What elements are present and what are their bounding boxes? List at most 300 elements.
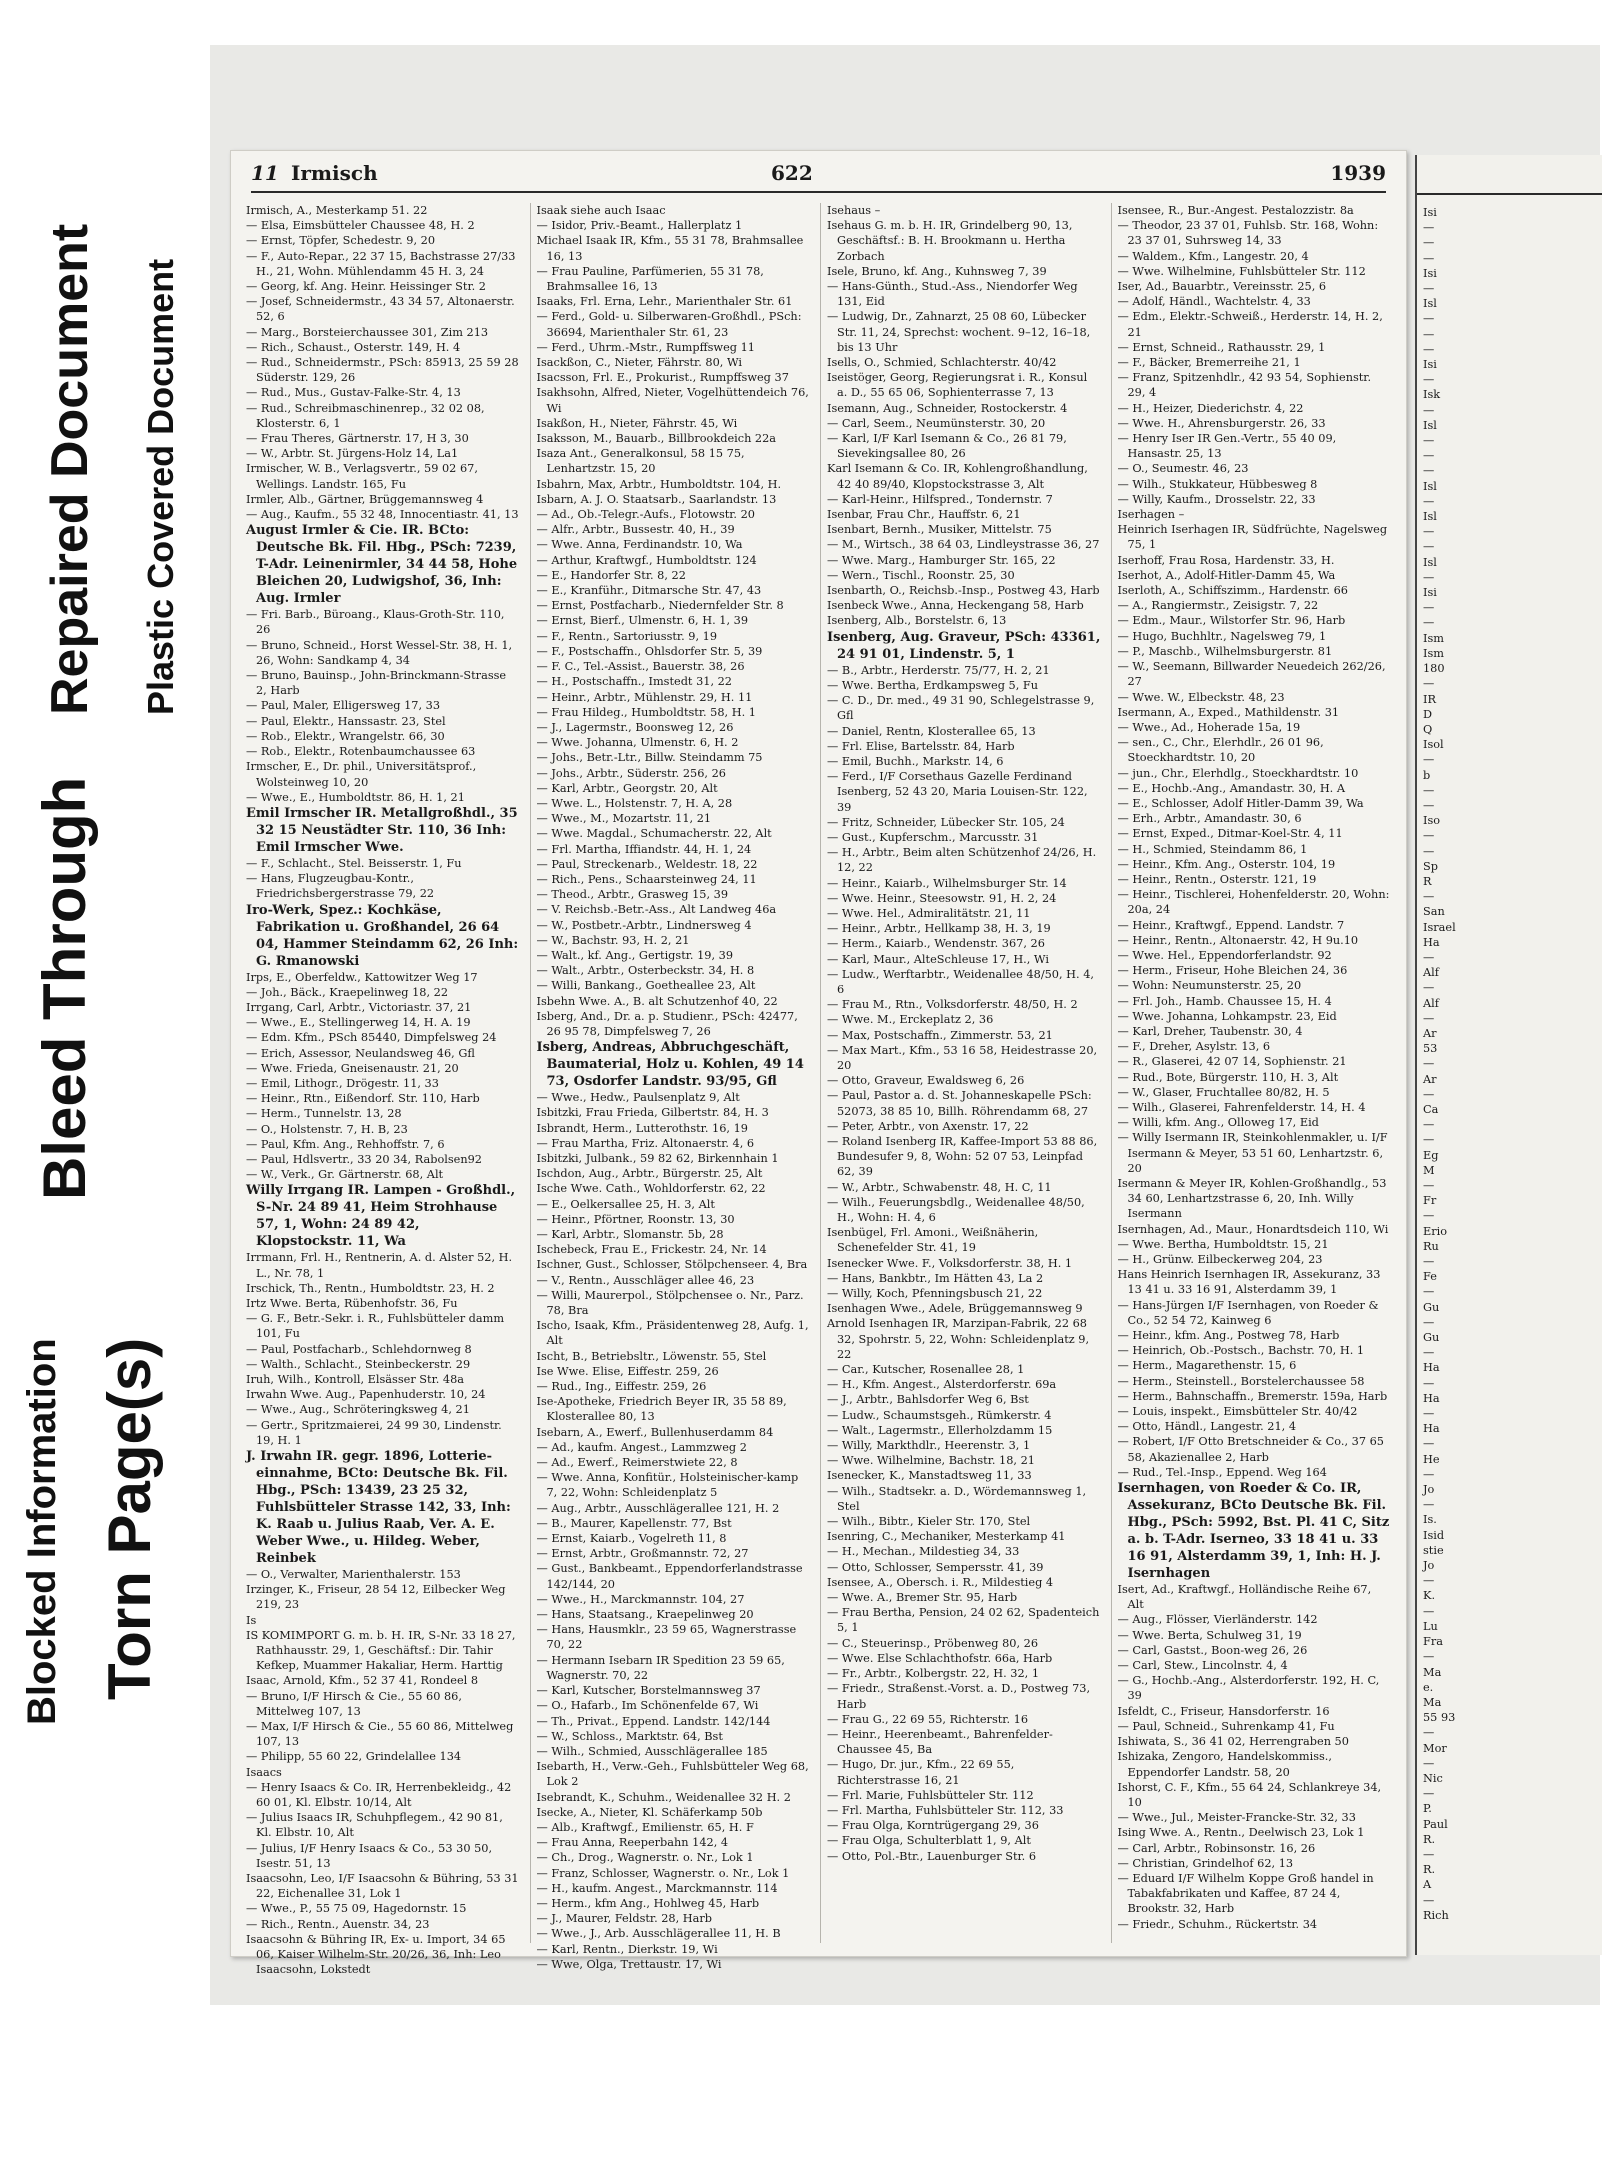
directory-entry: — Wwe., E., Humboldtstr. 86, H. 1, 21: [246, 790, 520, 805]
directory-entry: — Fri. Barb., Büroang., Klaus-Groth-Str. 110, 26: [246, 607, 520, 637]
directory-entry: — Paul, Hdlsvertr., 33 20 34, Rabolsen92: [246, 1152, 520, 1167]
adjacent-page-fragment: Isi: [1423, 206, 1437, 219]
directory-entry: — O., Hafarb., Im Schönenfelde 67, Wi: [537, 1698, 811, 1713]
directory-entry: — Erh., Arbtr., Amandastr. 30, 6: [1118, 811, 1392, 826]
directory-entry: — Fritz, Schneider, Lübecker Str. 105, 24: [827, 815, 1101, 830]
directory-entry: — Herm., Friseur, Hohe Bleichen 24, 36: [1118, 963, 1392, 978]
directory-entry: Isele, Bruno, kf. Ang., Kuhnsweg 7, 39: [827, 264, 1047, 278]
directory-entry: — Wohn: Neumunsterstr. 25, 20: [1118, 978, 1392, 993]
directory-entry: — G. F., Betr.-Sekr. i. R., Fuhlsbütteler damm 101, Fu: [246, 1311, 520, 1341]
directory-entry: Isensee, A., Obersch. i. R., Mildestieg 4: [827, 1575, 1054, 1589]
directory-columns: [246, 203, 1391, 1977]
directory-entry: — Karl-Heinr., Hilfspred., Tondernstr. 7: [827, 492, 1101, 507]
directory-entry: — Heinr., Rtn., Eißendorf. Str. 110, Harb: [246, 1091, 520, 1106]
directory-entry: — Frau Anna, Reeperbahn 142, 4: [537, 1835, 811, 1850]
directory-entry: — Paul, Postfacharb., Schlehdornweg 8: [246, 1342, 520, 1357]
adjacent-page-fragment: —: [1423, 221, 1435, 235]
directory-entry: — Otto, Schlosser, Sempersstr. 41, 39: [827, 1560, 1101, 1575]
directory-entry: — Wwe. Heinr., Steesowstr. 91, H. 2, 24: [827, 891, 1101, 906]
directory-entry: — Wwe. Johanna, Ulmenstr. 6, H. 2: [537, 735, 811, 750]
directory-entry: — Wwe. Hel., Admiralitätstr. 21, 11: [827, 906, 1101, 921]
directory-entry: Ischner, Gust., Schlosser, Stölpchenseer. 4, Bra: [536, 1258, 808, 1272]
directory-entry: — Henry Iser IR Gen.-Vertr., 55 40 09, Hansastr. 25, 13: [1118, 431, 1392, 461]
directory-entry: — Carl, Gastst., Boon-weg 26, 26: [1118, 1643, 1392, 1658]
directory-entry: — Wwe., P., 55 75 09, Hagedornstr. 15: [246, 1901, 520, 1916]
directory-entry: — O., Seumestr. 46, 23: [1118, 461, 1392, 476]
adjacent-page-fragment: R: [1423, 874, 1432, 888]
adjacent-page-fragment: —: [1423, 1057, 1435, 1071]
directory-entry: — B., Maurer, Kapellenstr. 77, Bst: [537, 1516, 811, 1531]
directory-entry: — Willi, kfm. Ang., Olloweg 17, Eid: [1118, 1115, 1392, 1130]
directory-entry: Isenbeck Wwe., Anna, Heckengang 58, Harb: [827, 599, 1084, 613]
directory-entry: — Wwe. Anna, Konfitür., Holsteinischer-kamp 7, 22, Wohn: Schleidenplatz 5: [537, 1470, 811, 1500]
directory-entry: — Frau Olga, Korntrügergang 29, 36: [827, 1818, 1101, 1833]
directory-entry: — C. D., Dr. med., 49 31 90, Schlegelstrasse 9, Gfl: [827, 693, 1101, 723]
directory-entry: — Arthur, Kraftwgf., Humboldtstr. 124: [537, 553, 811, 568]
directory-entry: — Waldem., Kfm., Langestr. 20, 4: [1118, 249, 1392, 264]
directory-entry: — Ernst, Schneid., Rathausstr. 29, 1: [1118, 340, 1392, 355]
directory-entry: — V. Reichsb.-Betr.-Ass., Alt Landweg 46a: [537, 902, 811, 917]
directory-entry: — Gust., Bankbeamt., Eppendorferlandstrasse 142/144, 20: [537, 1561, 811, 1591]
adjacent-page-fragment: e.: [1423, 1680, 1434, 1694]
directory-entry: — Isidor, Priv.-Beamt., Hallerplatz 1: [537, 218, 811, 233]
directory-entry: — Wwe. Else Schlachthofstr. 66a, Harb: [827, 1651, 1101, 1666]
adjacent-page-fragment: —: [1423, 434, 1435, 448]
directory-entry: — Julius Isaacs IR, Schuhpflegem., 42 90 81, Kl. Elbstr. 10, Alt: [246, 1810, 520, 1840]
adjacent-page-fragment: —: [1423, 1437, 1435, 1451]
directory-entry: — W., Glaser, Fruchtallee 80/82, H. 5: [1118, 1085, 1392, 1100]
directory-entry: — B., Arbtr., Herderstr. 75/77, H. 2, 21: [827, 663, 1101, 678]
adjacent-page-fragment: —: [1423, 783, 1435, 797]
adjacent-page-fragment: K.: [1423, 1589, 1436, 1603]
directory-entry: — Walth., Schlacht., Steinbeckerstr. 29: [246, 1357, 520, 1372]
directory-entry: — Ludw., Werftarbtr., Weidenallee 48/50, H. 4, 6: [827, 967, 1101, 997]
directory-entry: — Wwe, Olga, Trettaustr. 17, Wi: [537, 1957, 811, 1972]
directory-entry: Isberg, Andreas, Abbruchgeschäft, Baumaterial, Holz u. Kohlen, 49 14 73, Osdorfer Landstr. 93/95, Gfl: [536, 1040, 804, 1090]
directory-entry: Isbrandt, Herm., Lutterothstr. 16, 19: [536, 1121, 748, 1135]
adjacent-page-fragment: Mor: [1423, 1741, 1447, 1755]
directory-entry: — Wwe. A., Bremer Str. 95, Harb: [827, 1590, 1101, 1605]
directory-entry: — Karl, Arbtr., Georgstr. 20, Alt: [537, 781, 811, 796]
scanned-spread: [210, 45, 1600, 2005]
directory-entry: — E., Kranführ., Ditmarsche Str. 47, 43: [537, 583, 811, 598]
adjacent-page-fragment: —: [1423, 449, 1435, 463]
directory-entry: — Rich., Schaust., Osterstr. 149, H. 4: [246, 340, 520, 355]
adjacent-page-fragment: —: [1423, 540, 1435, 554]
directory-entry: — Wwe., Hedw., Paulsenplatz 9, Alt: [537, 1090, 811, 1105]
directory-entry: — W., Arbtr. St. Jürgens-Holz 14, La1: [246, 446, 520, 461]
adjacent-page-fragment: —: [1423, 677, 1435, 691]
adjacent-page-fragment: Isi: [1423, 586, 1437, 600]
directory-entry: — Ernst, Kaiarb., Vogelreth 11, 8: [537, 1531, 811, 1546]
directory-entry: — Rud., Bote, Bürgerstr. 110, H. 3, Alt: [1118, 1070, 1392, 1085]
directory-entry: Isebarth, H., Verw.-Geh., Fuhlsbütteler Weg 68, Lok 2: [536, 1760, 809, 1789]
directory-entry: — Ernst, Bierf., Ulmenstr. 6, H. 1, 39: [537, 613, 811, 628]
adjacent-page-fragment: Ar: [1423, 1026, 1437, 1040]
directory-entry: — O., Verwalter, Marienthalerstr. 153: [246, 1567, 520, 1582]
directory-entry: — W., Bachstr. 93, H. 2, 21: [537, 933, 811, 948]
adjacent-page-fragment: —: [1423, 282, 1435, 296]
directory-entry: Ise-Apotheke, Friedrich Beyer IR, 35 58 89, Klosterallee 80, 13: [536, 1395, 787, 1424]
adjacent-page-fragment: R.: [1423, 1832, 1436, 1846]
adjacent-page-fragment: —: [1423, 570, 1435, 584]
directory-entry: Isenbar, Frau Chr., Hauffstr. 6, 21: [827, 508, 1021, 522]
directory-entry: — Theod., Arbtr., Grasweg 15, 39: [537, 887, 811, 902]
directory-entry: — Heinr., Kaiarb., Wilhelmsburger Str. 14: [827, 876, 1101, 891]
directory-entry: — Christian, Grindelhof 62, 13: [1118, 1856, 1392, 1871]
directory-entry: — Wilh., Stadtsekr. a. D., Wördemannsweg 1, Stel: [827, 1484, 1101, 1514]
directory-entry: Ischo, Isaak, Kfm., Präsidentenweg 28, Aufg. 1, Alt: [536, 1319, 809, 1348]
bleed-through-label: Bleed Through: [31, 776, 98, 1200]
directory-entry: Ishorst, C. F., Kfm., 55 64 24, Schlankreye 34, 10: [1117, 1780, 1382, 1809]
adjacent-page-fragment: —: [1423, 829, 1435, 843]
directory-entry: — Karl, Rentn., Dierkstr. 19, Wi: [537, 1942, 811, 1957]
adjacent-page-fragment: —: [1423, 616, 1435, 630]
directory-entry: Iserloth, A., Schiffszimm., Hardenstr. 66: [1117, 584, 1348, 598]
adjacent-page-fragment: Paul: [1423, 1817, 1448, 1831]
directory-entry: Isakßon, H., Nieter, Fährstr. 45, Wi: [536, 416, 738, 430]
adjacent-page-fragment: D: [1423, 707, 1433, 721]
adjacent-page-fragment: —: [1423, 1604, 1435, 1618]
adjacent-page-fragment: —: [1423, 1346, 1435, 1360]
directory-entry: — A., Rangiermstr., Zeisigstr. 7, 22: [1118, 598, 1392, 613]
directory-entry: — Rud., Schreibmaschinenrep., 32 02 08, Klosterstr. 6, 1: [246, 401, 520, 431]
directory-entry: — Rich., Pens., Schaarsteinweg 24, 11: [537, 872, 811, 887]
adjacent-page-fragment: Is.: [1423, 1513, 1437, 1527]
directory-entry: — Josef, Schneidermstr., 43 34 57, Altonaerstr. 52, 6: [246, 294, 520, 324]
directory-entry: — Heinr., Heerenbeamt., Bahrenfelder-Chaussee 45, Ba: [827, 1727, 1101, 1757]
directory-entry: — Wwe., H., Marckmannstr. 104, 27: [537, 1592, 811, 1607]
directory-entry: — W., Verk., Gr. Gärtnerstr. 68, Alt: [246, 1167, 520, 1182]
directory-entry: — W., Seemann, Billwarder Neuedeich 262/26, 27: [1118, 659, 1392, 689]
directory-entry: — E., Hochb.-Ang., Amandastr. 30, H. A: [1118, 781, 1392, 796]
directory-entry: — Rob., Elektr., Wrangelstr. 66, 30: [246, 729, 520, 744]
page-number: 622: [771, 161, 813, 185]
directory-entry: — Wwe. Bertha, Humboldtstr. 15, 21: [1118, 1237, 1392, 1252]
directory-entry: — Paul, Streckenarb., Weldestr. 18, 22: [537, 857, 811, 872]
directory-entry: — Peter, Arbtr., von Axenstr. 17, 22: [827, 1119, 1101, 1134]
adjacent-page-fragment: 180: [1423, 662, 1445, 676]
directory-entry: — Wwe. Berta, Schulweg 31, 19: [1118, 1628, 1392, 1643]
directory-entry: — Heinr., kfm. Ang., Postweg 78, Harb: [1118, 1328, 1392, 1343]
directory-entry: — sen., C., Chr., Elerhdlr., 26 01 96, Stoeckhardtstr. 10, 20: [1118, 735, 1392, 765]
directory-entry: Irrmann, Frl. H., Rentnerin, A. d. Alster 52, H. L., Nr. 78, 1: [246, 1251, 513, 1280]
scan-target-labels: [0, 0, 220, 2177]
directory-entry: — Wwe. Anna, Ferdinandstr. 10, Wa: [537, 537, 811, 552]
adjacent-page-fragment: Ru: [1423, 1239, 1439, 1253]
directory-column: [530, 203, 811, 1971]
directory-entry: — Max Mart., Kfm., 53 16 58, Heidestrasse 20, 20: [827, 1043, 1101, 1073]
directory-entry: — Heinr., Arbtr., Hellkamp 38, H. 3, 19: [827, 921, 1101, 936]
directory-entry: — H., kaufm. Angest., Marckmannstr. 114: [537, 1881, 811, 1896]
directory-entry: — E., Handorfer Str. 8, 22: [537, 568, 811, 583]
directory-entry: Heinrich Iserhagen IR, Südfrüchte, Nagelsweg 75, 1: [1117, 523, 1388, 552]
directory-entry: Ischt, B., Betriebsltr., Löwenstr. 55, Stel: [536, 1349, 767, 1363]
adjacent-page-fragment: Ma: [1423, 1695, 1442, 1709]
directory-entry: — Frau Theres, Gärtnerstr. 17, H 3, 30: [246, 431, 520, 446]
directory-entry: — Rud., Mus., Gustav-Falke-Str. 4, 13: [246, 385, 520, 400]
directory-entry: — Rich., Rentn., Auenstr. 34, 23: [246, 1917, 520, 1932]
directory-entry: — Th., Privat., Eppend. Landstr. 142/144: [537, 1714, 811, 1729]
directory-entry: — Elsa, Eimsbütteler Chaussee 48, H. 2: [246, 218, 520, 233]
adjacent-page-fragment: Iso: [1423, 814, 1441, 828]
directory-entry: — Ch., Drog., Wagnerstr. o. Nr., Lok 1: [537, 1850, 811, 1865]
directory-entry: — Herm., kfm Ang., Hohlweg 45, Harb: [537, 1896, 811, 1911]
directory-entry: — Edm. Kfm., PSch 85440, Dimpfelsweg 24: [246, 1030, 520, 1045]
adjacent-page-fragment: 53: [1423, 1042, 1438, 1056]
directory-entry: — Emil, Lithogr., Drögestr. 11, 33: [246, 1076, 520, 1091]
directory-entry: — Daniel, Rentn, Klosterallee 65, 13: [827, 724, 1101, 739]
adjacent-page-fragment: Isi: [1423, 358, 1437, 372]
directory-entry: Iserhoff, Frau Rosa, Hardenstr. 33, H.: [1117, 553, 1335, 567]
directory-entry: — Karl, I/F Karl Isemann & Co., 26 81 79, Sievekingsallee 80, 26: [827, 431, 1101, 461]
directory-entry: — jun., Chr., Elerhdlg., Stoeckhardtstr. 10: [1118, 766, 1392, 781]
directory-entry: — Wwe. Wilhelmine, Bachstr. 18, 21: [827, 1453, 1101, 1468]
directory-entry: — Karl, Dreher, Taubenstr. 30, 4: [1118, 1024, 1392, 1039]
adjacent-page-fragment: —: [1423, 1650, 1435, 1664]
adjacent-page-fragment: Isid: [1423, 1528, 1445, 1542]
directory-entry: — Ad., kaufm. Angest., Lammzweg 2: [537, 1440, 811, 1455]
directory-entry: — Frl. Martha, Fuhlsbütteler Str. 112, 33: [827, 1803, 1101, 1818]
directory-entry: Is: [246, 1613, 257, 1627]
adjacent-page-fragment: Ha: [1423, 935, 1440, 949]
directory-column: [1111, 203, 1392, 1943]
directory-entry: — H., Arbtr., Beim alten Schützenhof 24/26, H. 12, 22: [827, 845, 1101, 875]
directory-entry: Isackßon, C., Nieter, Fährstr. 80, Wi: [536, 356, 742, 370]
directory-entry: Irps, E., Oberfeldw., Kattowitzer Weg 17: [246, 970, 478, 984]
directory-entry: — Rud., Ing., Eiffestr. 259, 26: [537, 1379, 811, 1394]
directory-entry: Emil Irmscher IR. Metallgroßhdl., 35 32 15 Neustädter Str. 110, 36 Inh: Emil Irmscher Wwe.: [246, 805, 518, 855]
directory-entry: — Wwe. M., Erckeplatz 2, 36: [827, 1012, 1101, 1027]
directory-entry: — Otto, Pol.-Btr., Lauenburger Str. 6: [827, 1849, 1101, 1864]
adjacent-page-fragment: R.: [1423, 1863, 1436, 1877]
directory-entry: — Gust., Kupferschm., Marcusstr. 31: [827, 830, 1101, 845]
directory-entry: — Hugo, Dr. jur., Kfm., 22 69 55, Richterstrasse 16, 21: [827, 1757, 1101, 1787]
directory-entry: Ischdon, Aug., Arbtr., Bürgerstr. 25, Alt: [536, 1167, 763, 1181]
directory-entry: — Frau M., Rtn., Volksdorferstr. 48/50, H. 2: [827, 997, 1101, 1012]
directory-entry: — Ernst, Töpfer, Schedestr. 9, 20: [246, 233, 520, 248]
directory-entry: Isenring, C., Mechaniker, Mesterkamp 41: [827, 1530, 1066, 1544]
adjacent-page-fragment: Nic: [1423, 1771, 1443, 1785]
directory-entry: Isenhagen Wwe., Adele, Brüggemannsweg 9: [827, 1302, 1083, 1316]
directory-entry: Irmisch, A., Mesterkamp 51. 22: [246, 204, 428, 217]
directory-entry: Irmscher, E., Dr. phil., Universitätsprof., Wolsteinweg 10, 20: [246, 760, 477, 789]
directory-entry: Isberg, And., Dr. a. p. Studienr., PSch: 42477, 26 95 78, Dimpfelsweg 7, 26: [536, 1009, 798, 1038]
adjacent-page-fragment: Ar: [1423, 1072, 1437, 1086]
directory-entry: Isenberg, Aug. Graveur, PSch: 43361, 24 91 01, Lindenstr. 5, 1: [827, 629, 1101, 662]
directory-entry: — Ferd., Uhrm.-Mstr., Rumpffsweg 11: [537, 340, 811, 355]
directory-entry: Isebarn, A., Ewerf., Bullenhuserdamm 84: [536, 1425, 774, 1439]
directory-entry: — Wwe. Magdal., Schumacherstr. 22, Alt: [537, 826, 811, 841]
directory-entry: — Wwe. Frieda, Gneisenaustr. 21, 20: [246, 1061, 520, 1076]
directory-entry: — Henry Isaacs & Co. IR, Herrenbekleidg., 42 60 01, Kl. Elbstr. 10/14, Alt: [246, 1780, 520, 1810]
directory-entry: — Roland Isenberg IR, Kaffee-Import 53 88 86, Bundesufer 9, 8, Wohn: 52 07 53, Leinpfad 62, 39: [827, 1134, 1101, 1180]
directory-entry: Irmler, Alb., Gärtner, Brüggemannsweg 4: [246, 492, 484, 506]
directory-entry: — Willi, Maurerpol., Stölpchensee o. Nr., Parz. 78, Bra: [537, 1288, 811, 1318]
directory-entry: Isaacs: [246, 1765, 282, 1779]
directory-entry: Ising Wwe. A., Rentn., Deelwisch 23, Lok 1: [1117, 1826, 1365, 1840]
directory-entry: — Ernst, Exped., Ditmar-Koel-Str. 4, 11: [1118, 826, 1392, 841]
directory-entry: — Willy, Koch, Pfenningsbusch 21, 22: [827, 1286, 1101, 1301]
directory-entry: — Edm., Maur., Wilstorfer Str. 96, Harb: [1118, 613, 1392, 628]
torn-pages-label: Torn Page(s): [96, 1337, 163, 1700]
section-number: 11: [251, 161, 279, 185]
directory-entry: — Philipp, 55 60 22, Grindelallee 134: [246, 1749, 520, 1764]
directory-column: [820, 203, 1101, 1943]
adjacent-page-fragment: —: [1423, 1011, 1435, 1025]
directory-entry: — Bruno, Bauinsp., John-Brinckmann-Strasse 2, Harb: [246, 668, 520, 698]
directory-entry: Irwahn Wwe. Aug., Papenhuderstr. 10, 24: [246, 1388, 486, 1402]
directory-entry: — Frl. Martha, Iffiandstr. 44, H. 1, 24: [537, 842, 811, 857]
directory-entry: Isfeldt, C., Friseur, Hansdorferstr. 16: [1117, 1704, 1330, 1718]
directory-entry: Iserhot, A., Adolf-Hitler-Damm 45, Wa: [1117, 568, 1336, 582]
adjacent-page-fragment: —: [1423, 236, 1435, 250]
directory-entry: Isenbarth, O., Reichsb.-Insp., Postweg 43, Harb: [827, 584, 1100, 598]
header-name: Irmisch: [291, 161, 378, 185]
adjacent-page-fragment: Sp: [1423, 859, 1438, 873]
directory-entry: — Otto, Händl., Langestr. 21, 4: [1118, 1419, 1392, 1434]
directory-entry: — Wilh., Schmied, Ausschlägerallee 185: [537, 1744, 811, 1759]
directory-entry: — Aug., Kaufm., 55 32 48, Innocentiastr. 41, 13: [246, 507, 520, 522]
directory-entry: — Paul, Elektr., Hanssastr. 23, Stel: [246, 714, 520, 729]
directory-entry: Isemann, Aug., Schneider, Rostockerstr. 4: [827, 401, 1068, 415]
adjacent-page-fragment: —: [1423, 1179, 1435, 1192]
directory-entry: — J., Arbtr., Bahlsdorfer Weg 6, Bst: [827, 1392, 1101, 1407]
adjacent-page-fragment: —: [1423, 950, 1435, 964]
directory-entry: — Aug., Flösser, Vierländerstr. 142: [1118, 1612, 1392, 1627]
directory-entry: — Willi, Bankang., Goetheallee 23, Alt: [537, 978, 811, 993]
directory-entry: Iro-Werk, Spez.: Kochkäse, Fabrikation u. Großhandel, 26 64 04, Hammer Steindamm 62, 26 Inh: G. Rmanowski: [246, 902, 519, 969]
adjacent-page-fragment: M: [1423, 1163, 1435, 1177]
directory-entry: Arnold Isenhagen IR, Marzipan-Fabrik, 22 68 32, Spohrstr. 5, 22, Wohn: Schleidenplatz 9, 22: [827, 1317, 1090, 1361]
directory-entry: — Wwe., E., Stellingerweg 14, H. A. 19: [246, 1015, 520, 1030]
directory-entry: — Ad., Ob.-Telegr.-Aufs., Flotowstr. 20: [537, 507, 811, 522]
directory-entry: — Robert, I/F Otto Bretschneider & Co., 37 65 58, Akazienallee 2, Harb: [1118, 1434, 1392, 1464]
adjacent-page-fragment: —: [1423, 1118, 1435, 1132]
directory-entry: — Julius, I/F Henry Isaacs & Co., 53 30 50, Isestr. 51, 13: [246, 1841, 520, 1871]
adjacent-page-fragment: Ma: [1423, 1665, 1442, 1679]
adjacent-page-fragment: Fr: [1423, 1194, 1437, 1208]
directory-entry: — M., Wirtsch., 38 64 03, Lindleystrasse 36, 27: [827, 537, 1101, 552]
directory-entry: — Fr., Arbtr., Kolbergstr. 22, H. 32, 1: [827, 1666, 1101, 1681]
directory-entry: — Wwe. Hel., Eppendorferlandstr. 92: [1118, 948, 1392, 963]
directory-entry: — H., Postschaffn., Imstedt 31, 22: [537, 674, 811, 689]
directory-entry: Ische Wwe. Cath., Wohldorferstr. 62, 22: [536, 1182, 766, 1196]
directory-entry: Isbitzki, Julbank., 59 82 62, Birkennhain 1: [536, 1151, 779, 1165]
directory-entry: — F., Schlacht., Stel. Beisserstr. 1, Fu: [246, 856, 520, 871]
directory-entry: — Walt., kf. Ang., Gertigstr. 19, 39: [537, 948, 811, 963]
adjacent-page-fragment: San: [1423, 905, 1445, 919]
adjacent-page-fragment: —: [1423, 890, 1435, 904]
directory-entry: — Frau G., 22 69 55, Richterstr. 16: [827, 1712, 1101, 1727]
directory-entry: Isermann & Meyer IR, Kohlen-Großhandlg., 53 34 60, Lenhartzstrasse 6, 20, Inh. Willy Isermann: [1117, 1177, 1387, 1221]
directory-entry: IS KOMIMPORT G. m. b. H. IR, S-Nr. 33 18 27, Rathhausstr. 29, 1, Geschäftsf.: Dir. Tahir Kefkep, Muammer Hakaliar, Herm. Harttig: [246, 1628, 516, 1673]
directory-entry: — Ernst, Postfacharb., Niedernfelder Str. 8: [537, 598, 811, 613]
directory-entry: Isaksson, M., Bauarb., Billbrookdeich 22a: [536, 432, 777, 446]
directory-entry: — Ferd., Gold- u. Silberwaren-Großhdl., PSch: 36694, Marienthaler Str. 61, 23: [537, 309, 811, 339]
adjacent-page-fragment: —: [1423, 312, 1435, 326]
directory-entry: — H., Kfm. Angest., Alsterdorferstr. 69a: [827, 1377, 1101, 1392]
directory-entry: — Hugo, Buchhltr., Nagelsweg 79, 1: [1118, 629, 1392, 644]
directory-entry: — E., Schlosser, Adolf Hitler-Damm 39, Wa: [1118, 796, 1392, 811]
directory-entry: — Aug., Arbtr., Ausschlägerallee 121, H. 2: [537, 1501, 811, 1516]
directory-entry: — Herm., Magarethenstr. 15, 6: [1118, 1358, 1392, 1373]
directory-entry: — Car., Kutscher, Rosenallee 28, 1: [827, 1362, 1101, 1377]
adjacent-page-fragment: —: [1423, 1407, 1435, 1421]
directory-entry: — H., Mechan., Mildestieg 34, 33: [827, 1544, 1101, 1559]
directory-entry: Irzinger, K., Friseur, 28 54 12, Eilbecker Weg 219, 23: [246, 1583, 506, 1612]
adjacent-page-fragment: —: [1423, 601, 1435, 615]
adjacent-page-fragment: Jo: [1423, 1483, 1435, 1497]
directory-entry: — Hans-Günth., Stud.-Ass., Niendorfer Weg 131, Eid: [827, 279, 1101, 309]
directory-entry: Isbarn, A. J. O. Staatsarb., Saarlandstr. 13: [536, 492, 777, 506]
directory-entry: Isernhagen, Ad., Maur., Honardtsdeich 110, Wi: [1117, 1222, 1389, 1236]
directory-entry: J. Irwahn IR. gegr. 1896, Lotterie-einnahme, BCto: Deutsche Bk. Fil. Hbg., PSch: 13439, 23 25 32, Fuhlsbütteler Strasse 142, 33, Inh: K. Raab u. Julius Raab, Ver. A. E. Weber Wwe., u. Hildeg. Weber, Reinbek: [246, 1449, 511, 1566]
adjacent-page-fragment: Ca: [1423, 1102, 1439, 1116]
directory-entry: Isernhagen, von Roeder & Co. IR, Assekuranz, BCto Deutsche Bk. Fil. Hbg., PSch: 5992, Bst. Pl. 41 C, Sitz a. b. T-Adr. Iserneo, 33 18 41 u. 33 16 91, Alsterdamm 39, 1, Inh: H. J. Isernhagen: [1117, 1481, 1390, 1582]
adjacent-page-fragment: —: [1423, 403, 1435, 417]
directory-entry: — Herm., Steinstell., Borstelerchaussee 58: [1118, 1374, 1392, 1389]
directory-entry: — Carl, Arbtr., Robinsonstr. 16, 26: [1118, 1841, 1392, 1856]
directory-entry: Isakhsohn, Alfred, Nieter, Vogelhüttendeich 76, Wi: [536, 386, 809, 415]
directory-entry: — Wwe. Johanna, Lohkampstr. 23, Eid: [1118, 1009, 1392, 1024]
directory-entry: — Alb., Kraftwgf., Emilienstr. 65, H. F: [537, 1820, 811, 1835]
directory-entry: — Rud., Tel.-Insp., Eppend. Weg 164: [1118, 1465, 1392, 1480]
directory-entry: Isenbügel, Frl. Amoni., Weißnäherin, Schenefelder Str. 41, 19: [827, 1226, 1039, 1255]
directory-entry: — Max, I/F Hirsch & Cie., 55 60 86, Mittelweg 107, 13: [246, 1719, 520, 1749]
adjacent-page-rule: [1417, 193, 1602, 195]
directory-entry: Isehaus –: [827, 204, 881, 217]
directory-entry: Isebrandt, K., Schuhm., Weidenallee 32 H. 2: [536, 1790, 791, 1804]
directory-entry: — Wwe., Aug., Schröteringksweg 4, 21: [246, 1402, 520, 1417]
adjacent-page-fragment: Ism: [1423, 631, 1444, 645]
directory-entry: Irmischer, W. B., Verlagsvertr., 59 02 67, Wellings. Landstr. 165, Fu: [246, 462, 478, 491]
adjacent-page-fragment: Fe: [1423, 1270, 1437, 1284]
directory-entry: — F., Auto-Repar., 22 37 15, Bachstrasse 27/33 H., 21, Wohn. Mühlendamm 45 H. 3, 24: [246, 249, 520, 279]
adjacent-page-fragment: IR: [1423, 692, 1436, 706]
directory-entry: — Hans, Flugzeugbau-Kontr., Friedrichsbergerstrasse 79, 22: [246, 871, 520, 901]
adjacent-page-fragment: Ha: [1423, 1361, 1440, 1375]
adjacent-page-fragment: —: [1423, 753, 1435, 767]
directory-entry: — Carl, Stew., Lincolnstr. 4, 4: [1118, 1658, 1392, 1673]
directory-entry: — H., Schmied, Steindamm 86, 1: [1118, 842, 1392, 857]
directory-entry: — F., Rentn., Sartoriusstr. 9, 19: [537, 629, 811, 644]
directory-entry: — Edm., Elektr.-Schweiß., Herderstr. 14, H. 2, 21: [1118, 309, 1392, 339]
directory-entry: Isenecker, K., Manstadtsweg 11, 33: [827, 1469, 1032, 1483]
directory-entry: — Wwe. Marg., Hamburger Str. 165, 22: [827, 553, 1101, 568]
directory-entry: Hans Heinrich Isernhagen IR, Assekuranz, 33 13 41 u. 33 16 91, Alsterdamm 39, 1: [1117, 1268, 1381, 1297]
adjacent-page-fragment: Gu: [1423, 1300, 1440, 1314]
directory-entry: — Frl. Joh., Hamb. Chaussee 15, H. 4: [1118, 994, 1392, 1009]
directory-entry: Isaacsohn, Leo, I/F Isaacsohn & Bühring, 53 31 22, Eichenallee 31, Lok 1: [246, 1872, 519, 1901]
directory-entry: Isacsson, Frl. E., Prokurist., Rumpffsweg 37: [536, 371, 789, 385]
directory-entry: — Wwe., M., Mozartstr. 11, 21: [537, 811, 811, 826]
directory-entry: — F., Postschaffn., Ohlsdorfer Str. 5, 39: [537, 644, 811, 659]
adjacent-page-fragment: —: [1423, 1893, 1435, 1907]
directory-entry: Isenbart, Bernh., Musiker, Mittelstr. 75: [827, 523, 1052, 537]
directory-entry: — Heinr., Tischlerei, Hohenfelderstr. 20, Wohn: 20a, 24: [1118, 887, 1392, 917]
directory-entry: — Bruno, Schneid., Horst Wessel-Str. 38, H. 1, 26, Wohn: Sandkamp 4, 34: [246, 638, 520, 668]
directory-entry: — Rud., Schneidermstr., PSch: 85913, 25 59 28 Süderstr. 129, 26: [246, 355, 520, 385]
directory-entry: — Emil, Buchh., Markstr. 14, 6: [827, 754, 1101, 769]
directory-entry: Isehaus G. m. b. H. IR, Grindelberg 90, 13, Geschäftsf.: B. H. Brookmann u. Hertha Zorbach: [827, 219, 1073, 263]
adjacent-page-fragment: Ism: [1423, 646, 1444, 660]
adjacent-page-fragment: —: [1423, 373, 1435, 387]
directory-entry: Isaacsohn & Bühring IR, Ex- u. Import, 34 65 06, Kaiser Wilhelm-Str. 20/26, 36, Inh: Leo Isaacsohn, Lokstedt: [246, 1932, 506, 1977]
directory-entry: — Wwe. Wilhelmine, Fuhlsbütteler Str. 112: [1118, 264, 1392, 279]
directory-entry: — W., Schloss., Marktstr. 64, Bst: [537, 1729, 811, 1744]
blocked-information-label: Blocked Information: [20, 1338, 64, 1725]
